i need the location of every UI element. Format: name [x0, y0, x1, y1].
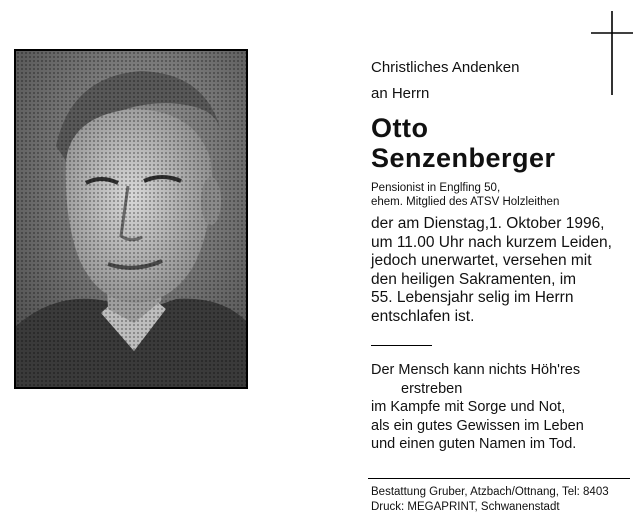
printer-line: Druck: MEGAPRINT, Schwanenstadt	[371, 501, 560, 513]
poem-line: und einen guten Namen im Tod.	[371, 436, 577, 452]
intro-line: an Herrn	[371, 85, 430, 102]
undertaker-line: Bestattung Gruber, Atzbach/Ottnang, Tel: 8403	[371, 486, 609, 498]
poem-line: erstreben	[401, 380, 463, 397]
notice-line: 55. Lebensjahr selig im Herrn	[371, 289, 574, 306]
poem-line: als ein gutes Gewissen im Leben	[371, 417, 584, 434]
last-name: Senzenberger	[371, 143, 556, 173]
intro-text	[371, 55, 519, 107]
notice-line: der am Dienstag,1. Oktober 1996,	[371, 215, 605, 232]
info-line: ehem. Mitglied des ATSV Holzleithen	[371, 196, 560, 208]
notice-line: entschlafen ist.	[371, 307, 475, 325]
divider	[371, 345, 432, 346]
poem-line: Der Mensch kann nichts Höh'res	[371, 362, 581, 378]
notice-line: jedoch unerwartet, versehen mit	[371, 252, 592, 269]
portrait-photo	[14, 49, 248, 389]
intro-line: Christliches Andenken	[371, 59, 520, 76]
poem-line: im Kampfe mit Sorge und Not,	[371, 399, 566, 415]
poem	[371, 361, 584, 454]
footer	[371, 485, 609, 515]
deceased-name	[371, 113, 556, 173]
latin-cross-icon	[591, 11, 633, 95]
notice-line: den heiligen Sakramenten, im	[371, 270, 577, 288]
personal-info	[371, 181, 559, 209]
first-name: Otto	[371, 113, 429, 143]
info-line: Pensionist in Englfing 50,	[371, 182, 501, 194]
footer-divider	[368, 478, 630, 479]
death-notice-text	[371, 215, 612, 326]
notice-line: um 11.00 Uhr nach kurzem Leiden,	[371, 233, 612, 251]
